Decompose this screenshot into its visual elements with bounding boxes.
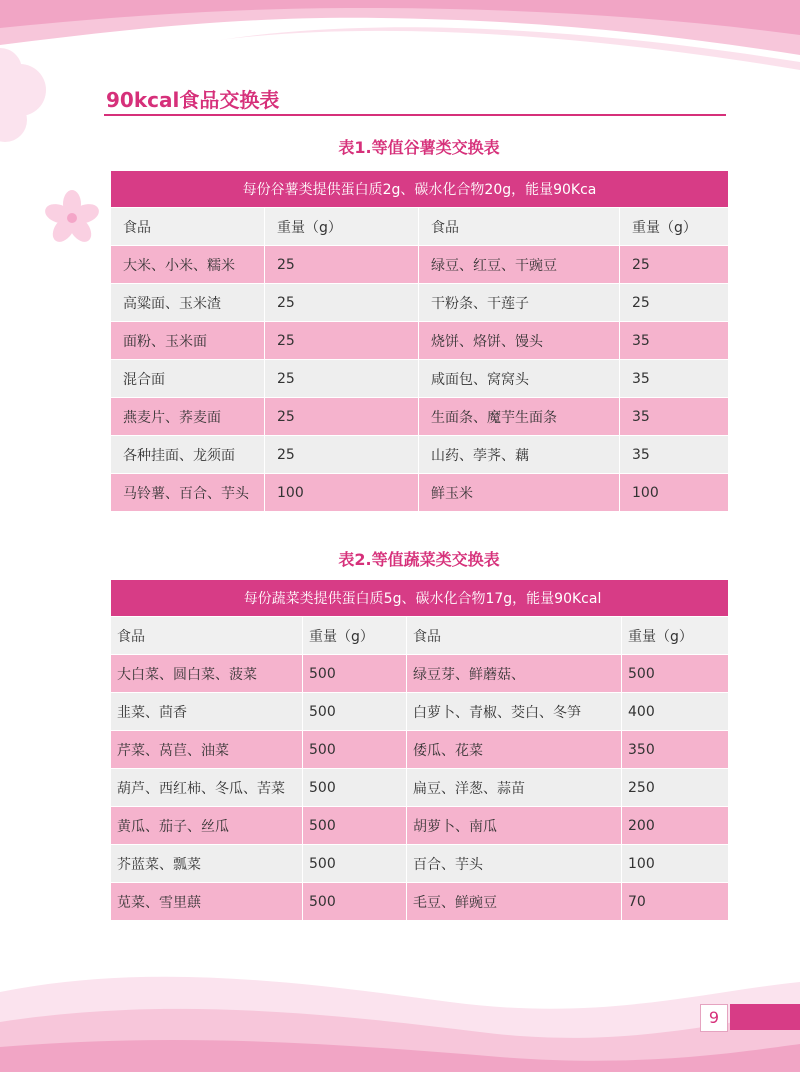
weight-cell: 100 xyxy=(622,845,729,883)
weight-cell: 500 xyxy=(303,769,407,807)
grain-exchange-table xyxy=(110,170,729,512)
food-cell: 芹菜、莴苣、油菜 xyxy=(111,731,303,769)
food-cell: 大米、小米、糯米 xyxy=(111,246,265,284)
table2-header-weight: 重量（g） xyxy=(622,617,729,655)
bottom-wave-decoration xyxy=(0,952,800,1072)
table1-header-weight: 重量（g） xyxy=(620,208,729,246)
food-cell: 鲜玉米 xyxy=(419,474,620,512)
weight-cell: 200 xyxy=(622,807,729,845)
food-cell: 山药、荸荠、藕 xyxy=(419,436,620,474)
weight-cell: 35 xyxy=(620,436,729,474)
flower-decoration xyxy=(0,30,110,250)
table-row xyxy=(111,655,729,693)
table-row xyxy=(111,284,729,322)
vegetable-exchange-table xyxy=(110,579,729,921)
table2-header-food: 食品 xyxy=(407,617,622,655)
food-cell: 干粉条、干莲子 xyxy=(419,284,620,322)
weight-cell: 25 xyxy=(265,246,419,284)
weight-cell: 25 xyxy=(620,246,729,284)
table-row xyxy=(111,731,729,769)
weight-cell: 500 xyxy=(303,807,407,845)
food-cell: 芥蓝菜、瓢菜 xyxy=(111,845,303,883)
page-number-bar xyxy=(730,1004,800,1030)
weight-cell: 500 xyxy=(622,655,729,693)
weight-cell: 25 xyxy=(265,322,419,360)
weight-cell: 35 xyxy=(620,322,729,360)
food-cell: 百合、芋头 xyxy=(407,845,622,883)
food-cell: 韭菜、茴香 xyxy=(111,693,303,731)
weight-cell: 25 xyxy=(265,284,419,322)
table-row xyxy=(111,845,729,883)
table-row xyxy=(111,807,729,845)
food-cell: 黄瓜、茄子、丝瓜 xyxy=(111,807,303,845)
weight-cell: 250 xyxy=(622,769,729,807)
food-cell: 高粱面、玉米渣 xyxy=(111,284,265,322)
weight-cell: 35 xyxy=(620,360,729,398)
table2-header-food: 食品 xyxy=(111,617,303,655)
food-cell: 倭瓜、花菜 xyxy=(407,731,622,769)
weight-cell: 500 xyxy=(303,655,407,693)
food-cell: 绿豆、红豆、干豌豆 xyxy=(419,246,620,284)
table1-header-weight: 重量（g） xyxy=(265,208,419,246)
food-cell: 葫芦、西红柿、冬瓜、苦菜 xyxy=(111,769,303,807)
table1-header-food: 食品 xyxy=(419,208,620,246)
weight-cell: 400 xyxy=(622,693,729,731)
food-cell: 绿豆芽、鲜蘑菇、 xyxy=(407,655,622,693)
table-row xyxy=(111,436,729,474)
food-cell: 生面条、魔芋生面条 xyxy=(419,398,620,436)
weight-cell: 500 xyxy=(303,693,407,731)
weight-cell: 500 xyxy=(303,845,407,883)
food-cell: 面粉、玉米面 xyxy=(111,322,265,360)
food-cell: 各种挂面、龙须面 xyxy=(111,436,265,474)
food-cell: 马铃薯、百合、芋头 xyxy=(111,474,265,512)
table-row xyxy=(111,360,729,398)
weight-cell: 25 xyxy=(265,436,419,474)
food-cell: 苋菜、雪里蕻 xyxy=(111,883,303,921)
food-cell: 扁豆、洋葱、蒜苗 xyxy=(407,769,622,807)
weight-cell: 70 xyxy=(622,883,729,921)
food-cell: 毛豆、鲜豌豆 xyxy=(407,883,622,921)
weight-cell: 100 xyxy=(265,474,419,512)
food-cell: 咸面包、窝窝头 xyxy=(419,360,620,398)
weight-cell: 25 xyxy=(620,284,729,322)
food-cell: 烧饼、烙饼、馒头 xyxy=(419,322,620,360)
table-row xyxy=(111,398,729,436)
table-row xyxy=(111,322,729,360)
food-cell: 白萝卜、青椒、茭白、冬笋 xyxy=(407,693,622,731)
page-title: 90kcal食品交换表 xyxy=(106,88,280,112)
food-cell: 胡萝卜、南瓜 xyxy=(407,807,622,845)
weight-cell: 25 xyxy=(265,398,419,436)
table2-title: 表2.等值蔬菜类交换表 xyxy=(338,550,500,569)
table-row xyxy=(111,246,729,284)
weight-cell: 35 xyxy=(620,398,729,436)
page-number: 9 xyxy=(700,1004,728,1032)
weight-cell: 350 xyxy=(622,731,729,769)
weight-cell: 500 xyxy=(303,883,407,921)
weight-cell: 100 xyxy=(620,474,729,512)
table-row xyxy=(111,474,729,512)
table-row xyxy=(111,693,729,731)
table1-banner: 每份谷薯类提供蛋白质2g、碳水化合物20g，能量90Kca xyxy=(111,171,729,208)
weight-cell: 500 xyxy=(303,731,407,769)
top-wave-decoration xyxy=(0,0,800,90)
weight-cell: 25 xyxy=(265,360,419,398)
table1-header-food: 食品 xyxy=(111,208,265,246)
food-cell: 大白菜、圆白菜、菠菜 xyxy=(111,655,303,693)
table2-header-weight: 重量（g） xyxy=(303,617,407,655)
title-divider xyxy=(104,114,726,116)
table-row xyxy=(111,883,729,921)
table1-title: 表1.等值谷薯类交换表 xyxy=(338,138,500,157)
food-cell: 混合面 xyxy=(111,360,265,398)
food-cell: 燕麦片、荞麦面 xyxy=(111,398,265,436)
table-row xyxy=(111,769,729,807)
table2-banner: 每份蔬菜类提供蛋白质5g、碳水化合物17g，能量90Kcal xyxy=(111,580,729,617)
